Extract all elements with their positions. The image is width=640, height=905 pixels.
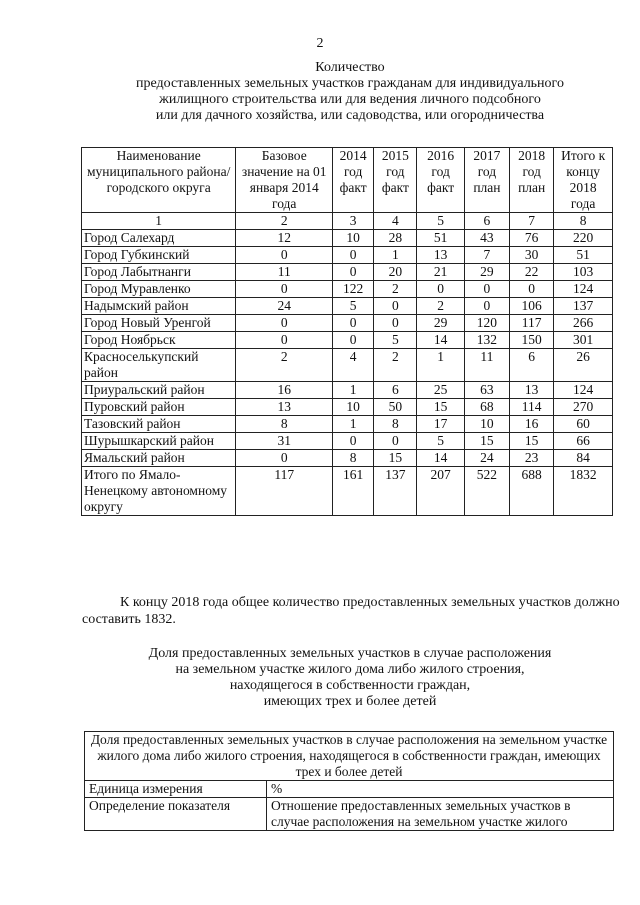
table-cell: 7 — [464, 247, 509, 264]
table-cell: 28 — [374, 230, 417, 247]
table-cell: 0 — [236, 281, 333, 298]
table-cell: 43 — [464, 230, 509, 247]
table-cell: 0 — [333, 264, 374, 281]
table-cell: 14 — [417, 332, 464, 349]
municipality-name: Город Ноябрьск — [82, 332, 236, 349]
subtitle-line: имеющих трех и более детей — [263, 694, 437, 709]
table-cell: 68 — [464, 399, 509, 416]
title-line: или для дачного хозяйства, или садоводства, или огородничества — [155, 108, 545, 123]
table-cell: 1 — [333, 416, 374, 433]
municipality-name: Пуровский район — [82, 399, 236, 416]
municipality-name: Итого по Ямало-Ненецкому автономному округу — [82, 467, 236, 516]
table-cell: 2 — [417, 298, 464, 315]
table-row — [82, 349, 613, 382]
table-cell: 0 — [236, 315, 333, 332]
table-cell: 0 — [333, 315, 374, 332]
indicator-label: Определение показателя — [85, 798, 267, 831]
column-number: 7 — [510, 213, 554, 230]
table-cell: 20 — [374, 264, 417, 281]
column-number: 4 — [374, 213, 417, 230]
table-cell: 0 — [374, 315, 417, 332]
table-cell: 161 — [333, 467, 374, 516]
column-header: Базовое значение на 01 января 2014 года — [236, 148, 333, 213]
table-cell: 6 — [510, 349, 554, 382]
table-cell: 0 — [333, 433, 374, 450]
table-cell: 14 — [417, 450, 464, 467]
table-cell: 137 — [374, 467, 417, 516]
table-cell: 17 — [417, 416, 464, 433]
column-number-row — [82, 213, 613, 230]
table-cell: 15 — [417, 399, 464, 416]
municipality-name: Город Губкинский — [82, 247, 236, 264]
table-row — [82, 315, 613, 332]
table-cell: 11 — [236, 264, 333, 281]
subtitle-line: находящегося в собственности граждан, — [229, 678, 471, 693]
table-cell: 29 — [464, 264, 509, 281]
table-row — [82, 264, 613, 281]
table-cell: 1 — [374, 247, 417, 264]
document-title — [60, 60, 640, 124]
table-cell: 76 — [510, 230, 554, 247]
table-cell: 15 — [374, 450, 417, 467]
table-cell: 16 — [510, 416, 554, 433]
table-cell: 137 — [554, 298, 613, 315]
table-cell: 8 — [333, 450, 374, 467]
table-cell: 1 — [333, 382, 374, 399]
municipality-name: Красноселькупский район — [82, 349, 236, 382]
title-line: Количество — [315, 60, 385, 75]
table-row — [82, 433, 613, 450]
municipality-name: Надымский район — [82, 298, 236, 315]
indicator-value: Отношение предоставленных земельных участков в случае расположения на земельном участке жилого — [267, 798, 614, 831]
table-cell: 29 — [417, 315, 464, 332]
table-cell: 51 — [554, 247, 613, 264]
indicator-label: Единица измерения — [85, 781, 267, 798]
table-cell: 60 — [554, 416, 613, 433]
table-cell: 15 — [464, 433, 509, 450]
table-cell: 11 — [464, 349, 509, 382]
table-cell: 0 — [374, 433, 417, 450]
indicator-table — [84, 731, 614, 831]
table-cell: 12 — [236, 230, 333, 247]
indicator-value: % — [267, 781, 614, 798]
table-cell: 8 — [374, 416, 417, 433]
municipality-name: Ямальский район — [82, 450, 236, 467]
table-body — [82, 230, 613, 516]
table-cell: 103 — [554, 264, 613, 281]
table-cell: 8 — [236, 416, 333, 433]
column-header: 2015 год факт — [374, 148, 417, 213]
table-row — [82, 230, 613, 247]
table-cell: 26 — [554, 349, 613, 382]
table-cell: 24 — [464, 450, 509, 467]
table-cell: 63 — [464, 382, 509, 399]
table-cell: 0 — [510, 281, 554, 298]
table-cell: 10 — [464, 416, 509, 433]
table-cell: 84 — [554, 450, 613, 467]
table-cell: 66 — [554, 433, 613, 450]
municipality-name: Город Новый Уренгой — [82, 315, 236, 332]
column-header: 2017 год план — [464, 148, 509, 213]
indicator-row — [85, 798, 614, 831]
table-cell: 13 — [236, 399, 333, 416]
table-cell: 2 — [374, 349, 417, 382]
table-cell: 270 — [554, 399, 613, 416]
table-cell: 124 — [554, 382, 613, 399]
subtitle-line: Доля предоставленных земельных участков в случае расположения — [148, 646, 552, 661]
table-cell: 10 — [333, 230, 374, 247]
table-cell: 0 — [464, 298, 509, 315]
column-number: 5 — [417, 213, 464, 230]
column-number: 2 — [236, 213, 333, 230]
table-row — [82, 247, 613, 264]
municipality-name: Тазовский район — [82, 416, 236, 433]
table-row — [82, 399, 613, 416]
table-cell: 22 — [510, 264, 554, 281]
table-cell: 25 — [417, 382, 464, 399]
land-plots-table — [81, 147, 613, 516]
column-header: 2016 год факт — [417, 148, 464, 213]
indicator-row — [85, 781, 614, 798]
table-cell: 117 — [236, 467, 333, 516]
table-cell: 117 — [510, 315, 554, 332]
municipality-name: Город Лабытнанги — [82, 264, 236, 281]
table-cell: 0 — [236, 247, 333, 264]
table-cell: 2 — [236, 349, 333, 382]
table-cell: 5 — [333, 298, 374, 315]
table-cell: 124 — [554, 281, 613, 298]
table-cell: 23 — [510, 450, 554, 467]
column-header: Наименование муниципального района/городского округа — [82, 148, 236, 213]
summary-paragraph: К концу 2018 года общее количество предоставленных земельных участков должно составить 1832. — [82, 595, 620, 627]
table-cell: 2 — [374, 281, 417, 298]
table-row — [82, 467, 613, 516]
table-cell: 24 — [236, 298, 333, 315]
table-cell: 4 — [333, 349, 374, 382]
table-cell: 21 — [417, 264, 464, 281]
table-row — [82, 450, 613, 467]
page-number: 2 — [316, 36, 324, 51]
column-number: 3 — [333, 213, 374, 230]
table-cell: 106 — [510, 298, 554, 315]
column-header: Итого к концу 2018 года — [554, 148, 613, 213]
table-row — [82, 416, 613, 433]
table-cell: 51 — [417, 230, 464, 247]
table-cell: 0 — [236, 332, 333, 349]
table-cell: 207 — [417, 467, 464, 516]
table-cell: 266 — [554, 315, 613, 332]
table-cell: 6 — [374, 382, 417, 399]
table-cell: 30 — [510, 247, 554, 264]
table-cell: 0 — [417, 281, 464, 298]
municipality-name: Шурышкарский район — [82, 433, 236, 450]
table-header-row — [82, 148, 613, 213]
subtitle-line: на земельном участке жилого дома либо жилого строения, — [175, 662, 525, 677]
column-number: 8 — [554, 213, 613, 230]
table-row — [82, 332, 613, 349]
municipality-name: Город Салехард — [82, 230, 236, 247]
table-row — [82, 281, 613, 298]
table-cell: 522 — [464, 467, 509, 516]
table-cell: 132 — [464, 332, 509, 349]
table-cell: 122 — [333, 281, 374, 298]
table-row — [82, 382, 613, 399]
indicator-heading: Доля предоставленных земельных участков в случае расположения на земельном участке жилого дома либо жилого строения, находящегося в собственности граждан, имеющих трех и более детей — [85, 732, 614, 781]
table-cell: 13 — [417, 247, 464, 264]
table-cell: 0 — [236, 450, 333, 467]
table-cell: 13 — [510, 382, 554, 399]
table-cell: 5 — [417, 433, 464, 450]
table-cell: 114 — [510, 399, 554, 416]
table-cell: 16 — [236, 382, 333, 399]
section-subtitle — [60, 646, 640, 710]
title-line: предоставленных земельных участков гражданам для индивидуального — [136, 76, 564, 91]
municipality-name: Приуральский район — [82, 382, 236, 399]
table-cell: 150 — [510, 332, 554, 349]
table-cell: 0 — [374, 298, 417, 315]
title-line: жилищного строительства или для ведения личного подсобного — [159, 92, 541, 107]
table-cell: 0 — [464, 281, 509, 298]
municipality-name: Город Муравленко — [82, 281, 236, 298]
table-cell: 220 — [554, 230, 613, 247]
column-header: 2014 год факт — [333, 148, 374, 213]
table-cell: 1 — [417, 349, 464, 382]
table-cell: 0 — [333, 332, 374, 349]
table-cell: 120 — [464, 315, 509, 332]
table-cell: 15 — [510, 433, 554, 450]
column-number: 1 — [82, 213, 236, 230]
table-cell: 688 — [510, 467, 554, 516]
table-row — [82, 298, 613, 315]
table-cell: 50 — [374, 399, 417, 416]
table-cell: 1832 — [554, 467, 613, 516]
table-cell: 10 — [333, 399, 374, 416]
table-cell: 31 — [236, 433, 333, 450]
column-number: 6 — [464, 213, 509, 230]
table-cell: 301 — [554, 332, 613, 349]
table-cell: 5 — [374, 332, 417, 349]
column-header: 2018 год план — [510, 148, 554, 213]
table-cell: 0 — [333, 247, 374, 264]
indicator-heading-row — [85, 732, 614, 781]
